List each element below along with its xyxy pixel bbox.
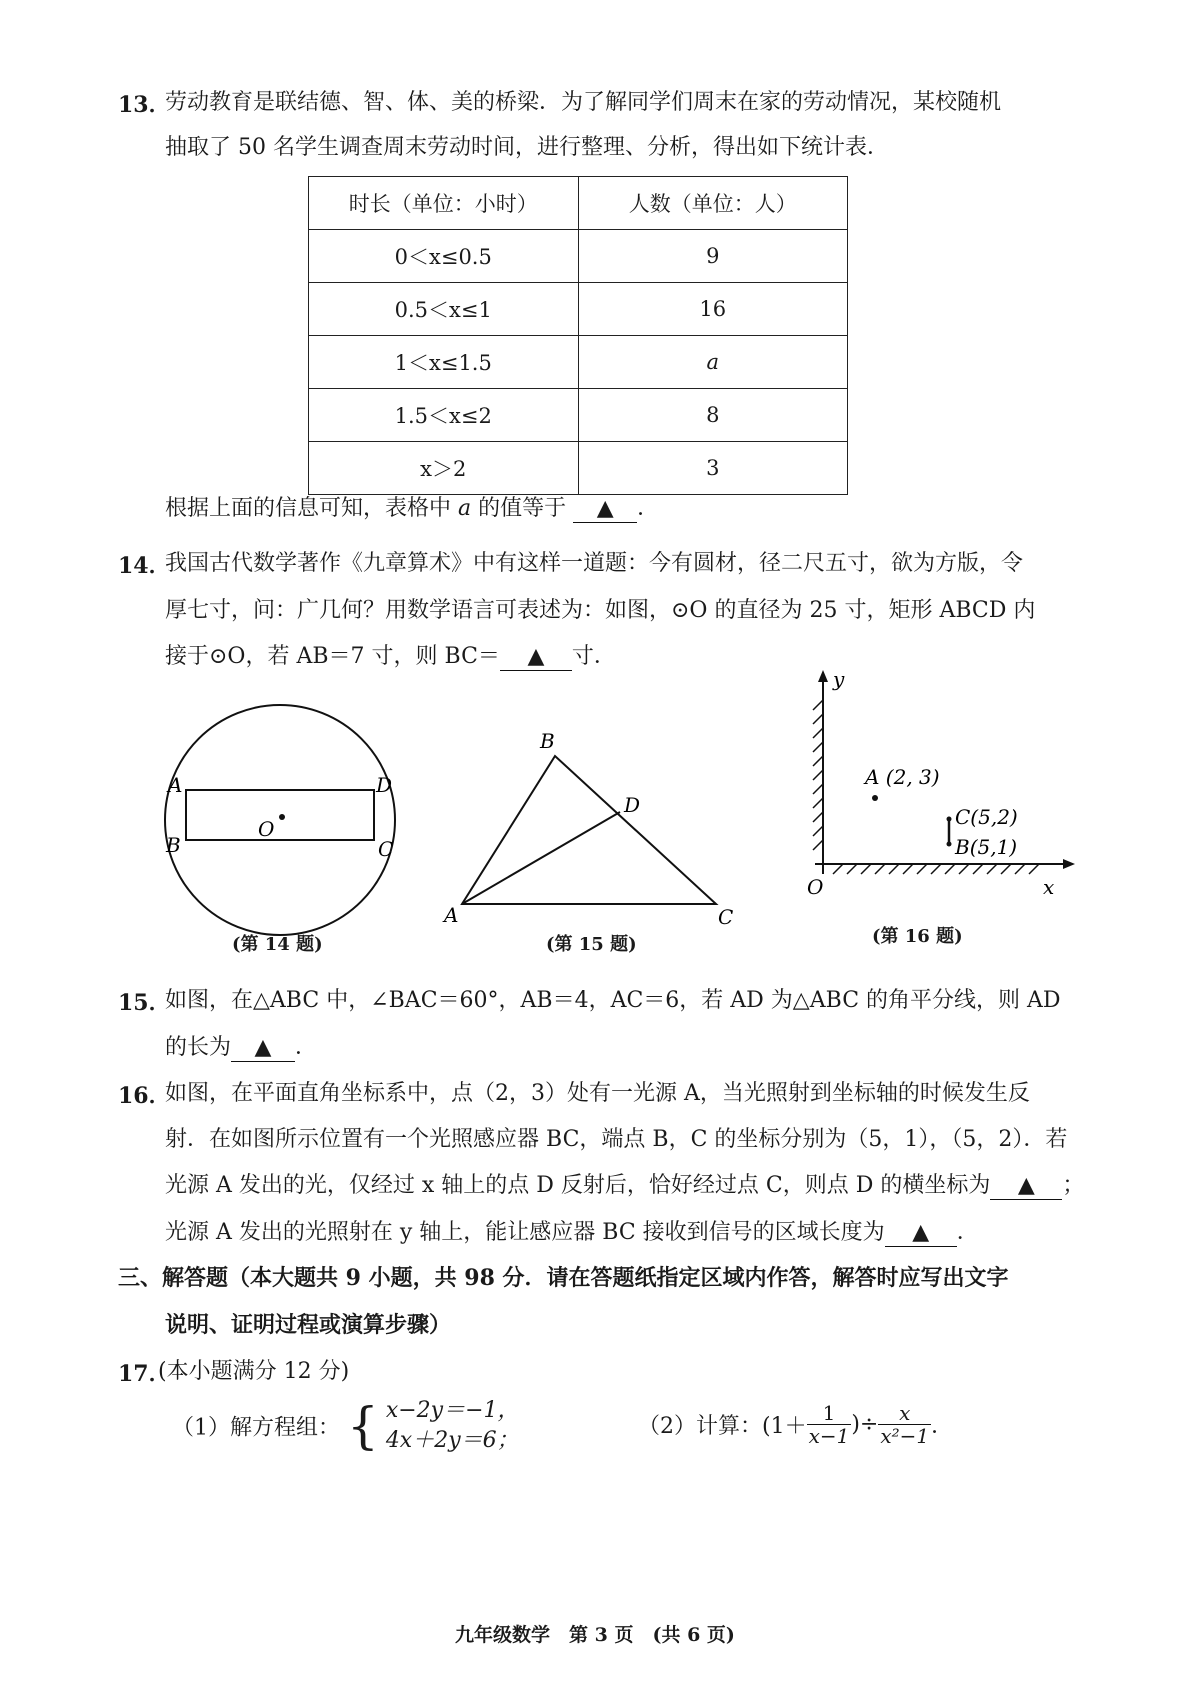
table-row: [309, 283, 848, 336]
answer-blank: ▲: [573, 496, 637, 523]
q17-part2-label: （2）计算：(1＋: [638, 1414, 807, 1439]
table-row: [309, 230, 848, 283]
point-b: [947, 842, 952, 847]
q13-text: 的值等于: [478, 496, 567, 521]
q15-text: ．: [295, 1035, 318, 1060]
label-b: B(5,1): [955, 835, 1018, 859]
table-cell: a: [578, 336, 848, 389]
figure-14-caption: (第 14 题): [232, 934, 323, 955]
section-3-heading: 三、解答题（本大题共 9 小题，共 98 分．请在答题纸指定区域内作答，解答时应写出文字: [118, 1265, 1009, 1291]
label-d: D: [624, 793, 641, 817]
q14-text: 寸．: [571, 644, 616, 669]
q14-line2: 厚七寸，问：广几何？用数学语言可表述为：如图，⊙O 的直径为 25 寸，矩形 ABCD 内: [165, 598, 1036, 623]
table-cell: 0.5＜x≤1: [309, 283, 579, 336]
q16-line3: [165, 1171, 1084, 1201]
label-c: C: [378, 837, 394, 861]
q17-part1: [172, 1396, 520, 1456]
figure-16-caption: (第 16 题): [872, 926, 963, 947]
q15-line1: 如图，在△ABC 中，∠BAC＝60°，AB＝4，AC＝6，若 AD 为△ABC 的角平分线，则 AD: [165, 988, 1061, 1013]
equation-system: [386, 1396, 520, 1456]
table-row: [309, 389, 848, 442]
x-axis-arrow: [1063, 859, 1075, 869]
q16-text: 光源 A 发出的光，仅经过 x 轴上的点 D 反射后，恰好经过点 C，则点 D 的横坐标为: [165, 1173, 991, 1198]
q13-text: ．: [637, 496, 660, 521]
label-c: C(5,2): [955, 805, 1018, 829]
brace-symbol: {: [347, 1397, 379, 1455]
fraction-denominator: x²−1: [880, 1424, 930, 1448]
q13-number: 13．: [118, 92, 171, 118]
table-header-cell: 人数（单位：人）: [578, 177, 848, 230]
table-cell: 0＜x≤0.5: [309, 230, 579, 283]
table-row: [309, 336, 848, 389]
figure-14-circle: [160, 700, 420, 960]
answer-blank: ▲: [231, 1035, 295, 1062]
statistics-table: [308, 176, 848, 495]
q14-line1: 我国古代数学著作《九章算术》中有这样一道题：今有圆材，径二尺五寸，欲为方版，令: [165, 551, 1024, 576]
q16-text: ；: [1062, 1173, 1085, 1198]
y-axis-arrow: [818, 670, 828, 682]
y-axis-hatching: [813, 700, 823, 850]
fraction-numerator: 1: [807, 1402, 852, 1425]
q17-part2: [638, 1402, 953, 1447]
q17-header: (本小题满分 12 分): [158, 1359, 350, 1384]
q13-variable: a: [458, 496, 472, 521]
fraction-2: [878, 1402, 931, 1447]
equation-1: x−2y＝−1，: [385, 1398, 520, 1423]
q17-end: ．: [931, 1414, 954, 1439]
circle-o: [165, 705, 395, 935]
label-d: D: [376, 773, 393, 797]
label-x: x: [1043, 875, 1055, 899]
table-row: [309, 442, 848, 495]
center-point: [279, 814, 285, 820]
label-o: O: [807, 875, 824, 899]
q13-text: 根据上面的信息可知，表格中: [165, 496, 452, 521]
q13-answer-line: [165, 494, 659, 524]
q14-number: 14．: [118, 553, 171, 579]
point-a: [872, 795, 878, 801]
table-cell: 16: [578, 283, 848, 336]
label-b: B: [540, 729, 555, 753]
label-o: O: [258, 817, 275, 841]
equation-2: 4x＋2y＝6；: [385, 1428, 519, 1453]
label-a: A: [444, 903, 459, 927]
q16-line4: [165, 1218, 979, 1248]
label-b: B: [166, 833, 181, 857]
table-header-cell: 时长（单位：小时）: [309, 177, 579, 230]
q15-text: 的长为: [165, 1035, 232, 1060]
q13-line1: 劳动教育是联结德、智、体、美的桥梁．为了解同学们周末在家的劳动情况，某校随机: [165, 90, 1002, 115]
label-y: y: [833, 668, 845, 691]
answer-blank: ▲: [990, 1173, 1062, 1200]
q16-text: 光源 A 发出的光照射在 y 轴上，能让感应器 BC 接收到信号的区域长度为: [165, 1220, 885, 1245]
x-axis-hatching: [833, 864, 1039, 874]
q13-line2: 抽取了 50 名学生调查周末劳动时间，进行整理、分析，得出如下统计表．: [165, 135, 889, 160]
label-a: A: [168, 773, 183, 797]
table-cell: 8: [578, 389, 848, 442]
point-c: [947, 817, 952, 822]
table-cell: 1＜x≤1.5: [309, 336, 579, 389]
q16-line1: 如图，在平面直角坐标系中，点（2，3）处有一光源 A，当光照射到坐标轴的时候发生反: [165, 1081, 1030, 1106]
figure-15-caption: (第 15 题): [546, 934, 637, 955]
answer-blank: ▲: [500, 644, 572, 671]
division-symbol: )÷: [851, 1412, 879, 1437]
q16-line2: 射．在如图所示位置有一个光照感应器 BC，端点 B，C 的坐标分别为（5，1），（5，2）．若: [165, 1127, 1068, 1152]
label-c: C: [718, 905, 734, 928]
figure-15-triangle: [440, 728, 740, 928]
q17-number: 17．: [118, 1361, 171, 1387]
fraction-numerator: x: [878, 1402, 931, 1425]
section-3-heading-cont: 说明、证明过程或演算步骤）: [165, 1312, 452, 1338]
table-cell: 3: [578, 442, 848, 495]
fraction-denominator: x−1: [808, 1424, 850, 1448]
q16-text: ．: [956, 1220, 979, 1245]
q16-number: 16．: [118, 1083, 171, 1109]
q15-line2: [165, 1033, 317, 1063]
page-footer: 九年级数学 第 3 页 (共 6 页): [455, 1624, 735, 1646]
figure-16-coordinate-plane: [775, 668, 1085, 918]
table-cell: 9: [578, 230, 848, 283]
q14-line3: [165, 642, 616, 672]
fraction-1: [807, 1402, 852, 1447]
segment-ad: [462, 812, 620, 904]
q14-text: 接于⊙O，若 AB＝7 寸，则 BC＝: [165, 644, 500, 669]
answer-blank: ▲: [885, 1220, 957, 1247]
table-cell: 1.5＜x≤2: [309, 389, 579, 442]
table-header-row: [309, 177, 848, 230]
table-cell: x＞2: [309, 442, 579, 495]
q15-number: 15．: [118, 990, 171, 1016]
q17-part1-label: （1）解方程组：: [172, 1415, 340, 1441]
label-a: A (2, 3): [865, 765, 940, 789]
